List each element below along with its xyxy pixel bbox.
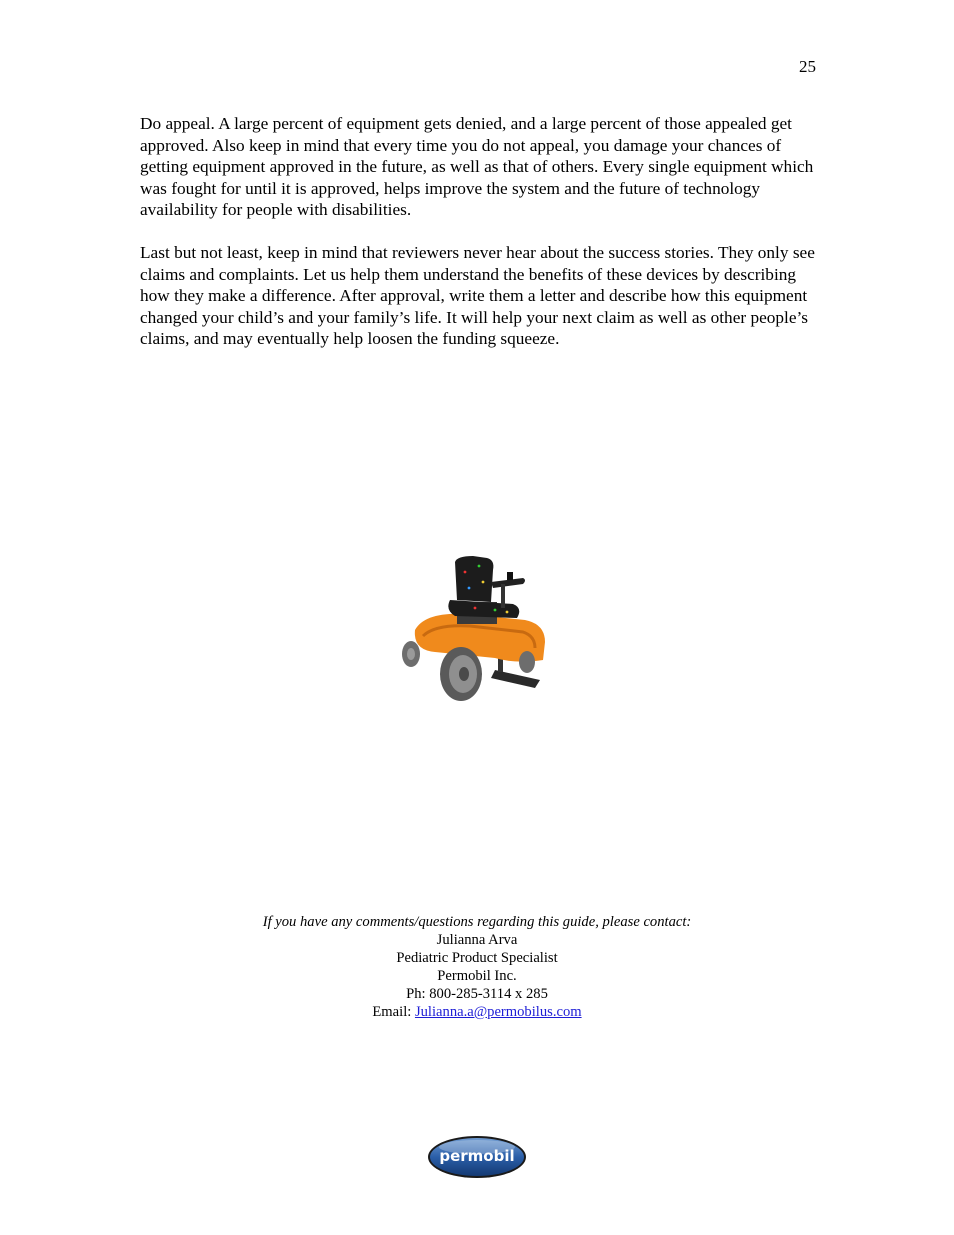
email-link[interactable]: Julianna.a@permobilus.com <box>414 1003 582 1020</box>
contact-title: Pediatric Product Specialist <box>396 949 558 966</box>
contact-name: Julianna Arva <box>436 931 518 948</box>
logo-wordmark: permobil <box>439 1147 515 1165</box>
paragraph-appeal: Do appeal. A large percent of equipment gets denied, and a large percent of those appealed get approved. Also keep in mind that every time you do not appeal, you damage your chances of getting equipment approved in the future, as well as that of others. Every single equipment which was fought for until it is approved, helps improve the system and the future of technology availability for people with disabilities. <box>140 114 814 220</box>
contact-phone: Ph: 800-285-3114 x 285 <box>406 985 548 1002</box>
power-wheelchair-image <box>395 552 555 707</box>
contact-company: Permobil Inc. <box>437 967 517 984</box>
contact-block <box>0 914 954 1021</box>
permobil-logo <box>426 1134 528 1180</box>
page-number: 25 <box>799 57 816 76</box>
contact-intro: If you have any comments/questions regarding this guide, please contact: <box>262 914 692 930</box>
contact-email-line <box>0 1004 954 1022</box>
email-label: Email: <box>372 1003 415 1020</box>
paragraph-success-stories: Last but not least, keep in mind that reviewers never hear about the success stories. They only see claims and complaints. Let us help them understand the benefits of these devices by describing how they make a difference. After approval, write them a letter and describe how this equipment changed your child’s and your family’s life. It will help your next claim as well as other people’s claims, and may eventually help loosen the funding squeeze. <box>140 243 815 349</box>
